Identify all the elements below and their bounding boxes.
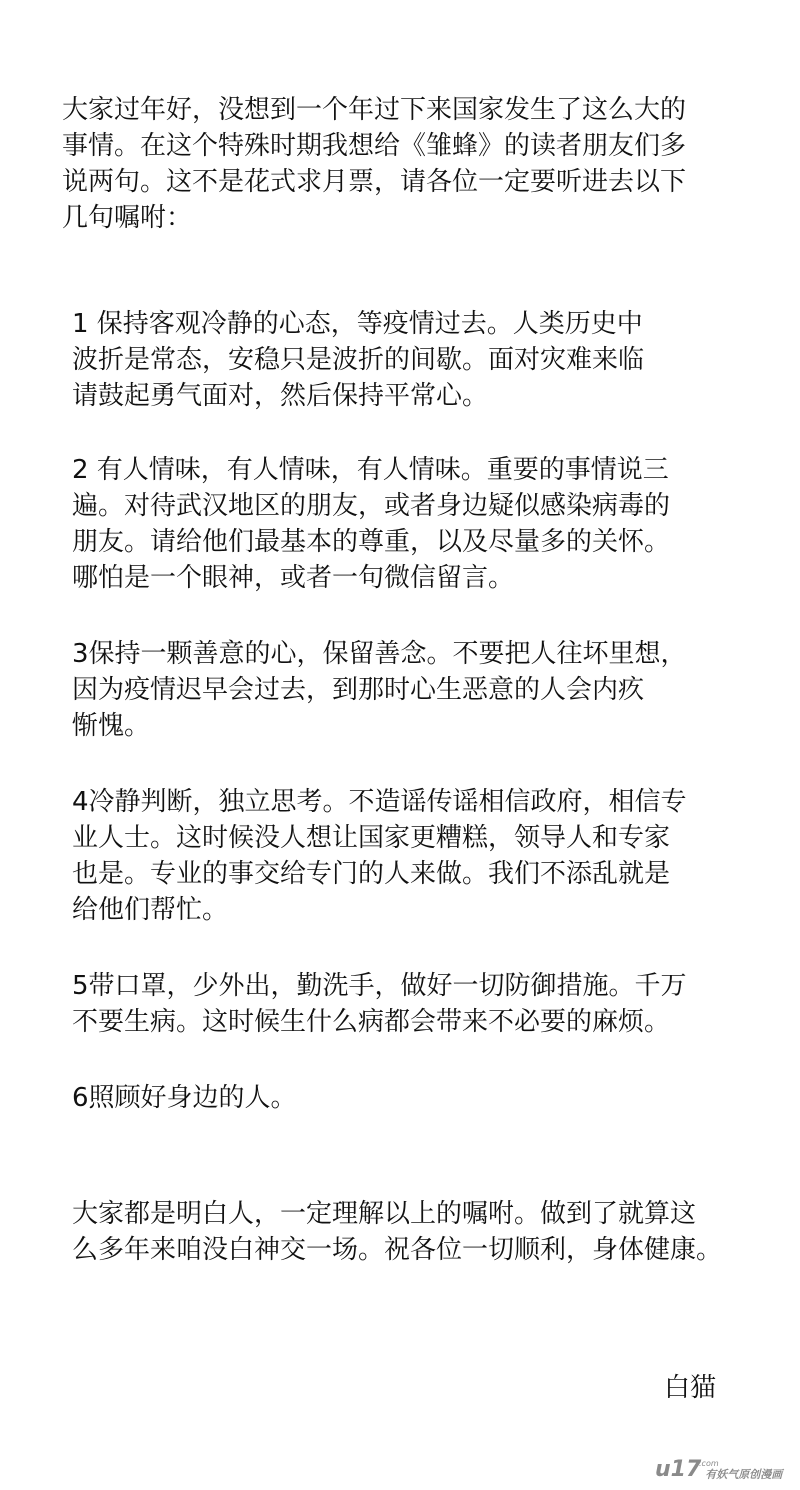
item-5-line: 5带口罩，少外出，勤洗手，做好一切防御措施。千万 xyxy=(72,971,687,1001)
watermark-tagline: 有妖气原创漫画 xyxy=(705,1468,783,1481)
intro-line: 事情。在这个特殊时期我想给《雏蜂》的读者朋友们多 xyxy=(62,131,687,161)
intro-line: 说两句。这不是花式求月票，请各位一定要听进去以下 xyxy=(62,167,687,197)
item-1-line: 1 保持客观冷静的心态，等疫情过去。人类历史中 xyxy=(72,309,643,339)
signature: 白猫 xyxy=(664,1373,717,1403)
item-2-line: 遍。对待武汉地区的朋友，或者身边疑似感染病毒的 xyxy=(72,491,671,521)
item-5-line: 不要生病。这时候生什么病都会带来不必要的麻烦。 xyxy=(72,1007,671,1037)
item-2-line: 朋友。请给他们最基本的尊重，以及尽量多的关怀。 xyxy=(72,527,671,557)
item-1-line: 波折是常态，安稳只是波折的间歇。面对灾难来临 xyxy=(72,345,645,375)
item-4-line: 也是。专业的事交给专门的人来做。我们不添乱就是 xyxy=(72,859,671,889)
watermark-logo xyxy=(655,1457,719,1482)
item-4-line: 4冷静判断，独立思考。不造谣传谣相信政府，相信专 xyxy=(72,787,687,817)
closing-line: 大家都是明白人，一定理解以上的嘱咐。做到了就算这 xyxy=(72,1199,697,1229)
watermark-logo-text: u17 xyxy=(655,1457,702,1482)
closing-line: 么多年来咱没白神交一场。祝各位一切顺利，身体健康。 xyxy=(72,1235,723,1265)
item-6-line: 6照顾好身边的人。 xyxy=(72,1083,297,1113)
intro-line: 大家过年好，没想到一个年过下来国家发生了这么大的 xyxy=(62,95,687,125)
intro-line: 几句嘱咐： xyxy=(62,203,193,233)
item-2-line: 2 有人情味，有人情味，有人情味。重要的事情说三 xyxy=(72,455,669,485)
watermark-domain: .com xyxy=(699,1459,719,1468)
u17-watermark xyxy=(655,1458,782,1482)
item-3-line: 3保持一颗善意的心，保留善念。不要把人往坏里想， xyxy=(72,639,687,669)
item-3-line: 惭愧。 xyxy=(72,711,151,741)
item-1-line: 请鼓起勇气面对，然后保持平常心。 xyxy=(72,381,489,411)
item-2-line: 哪怕是一个眼神，或者一句微信留言。 xyxy=(72,563,515,593)
item-4-line: 给他们帮忙。 xyxy=(72,895,229,925)
item-4-line: 业人士。这时候没人想让国家更糟糕，领导人和专家 xyxy=(72,823,671,853)
item-3-line: 因为疫情迟早会过去，到那时心生恶意的人会内疚 xyxy=(72,675,645,705)
